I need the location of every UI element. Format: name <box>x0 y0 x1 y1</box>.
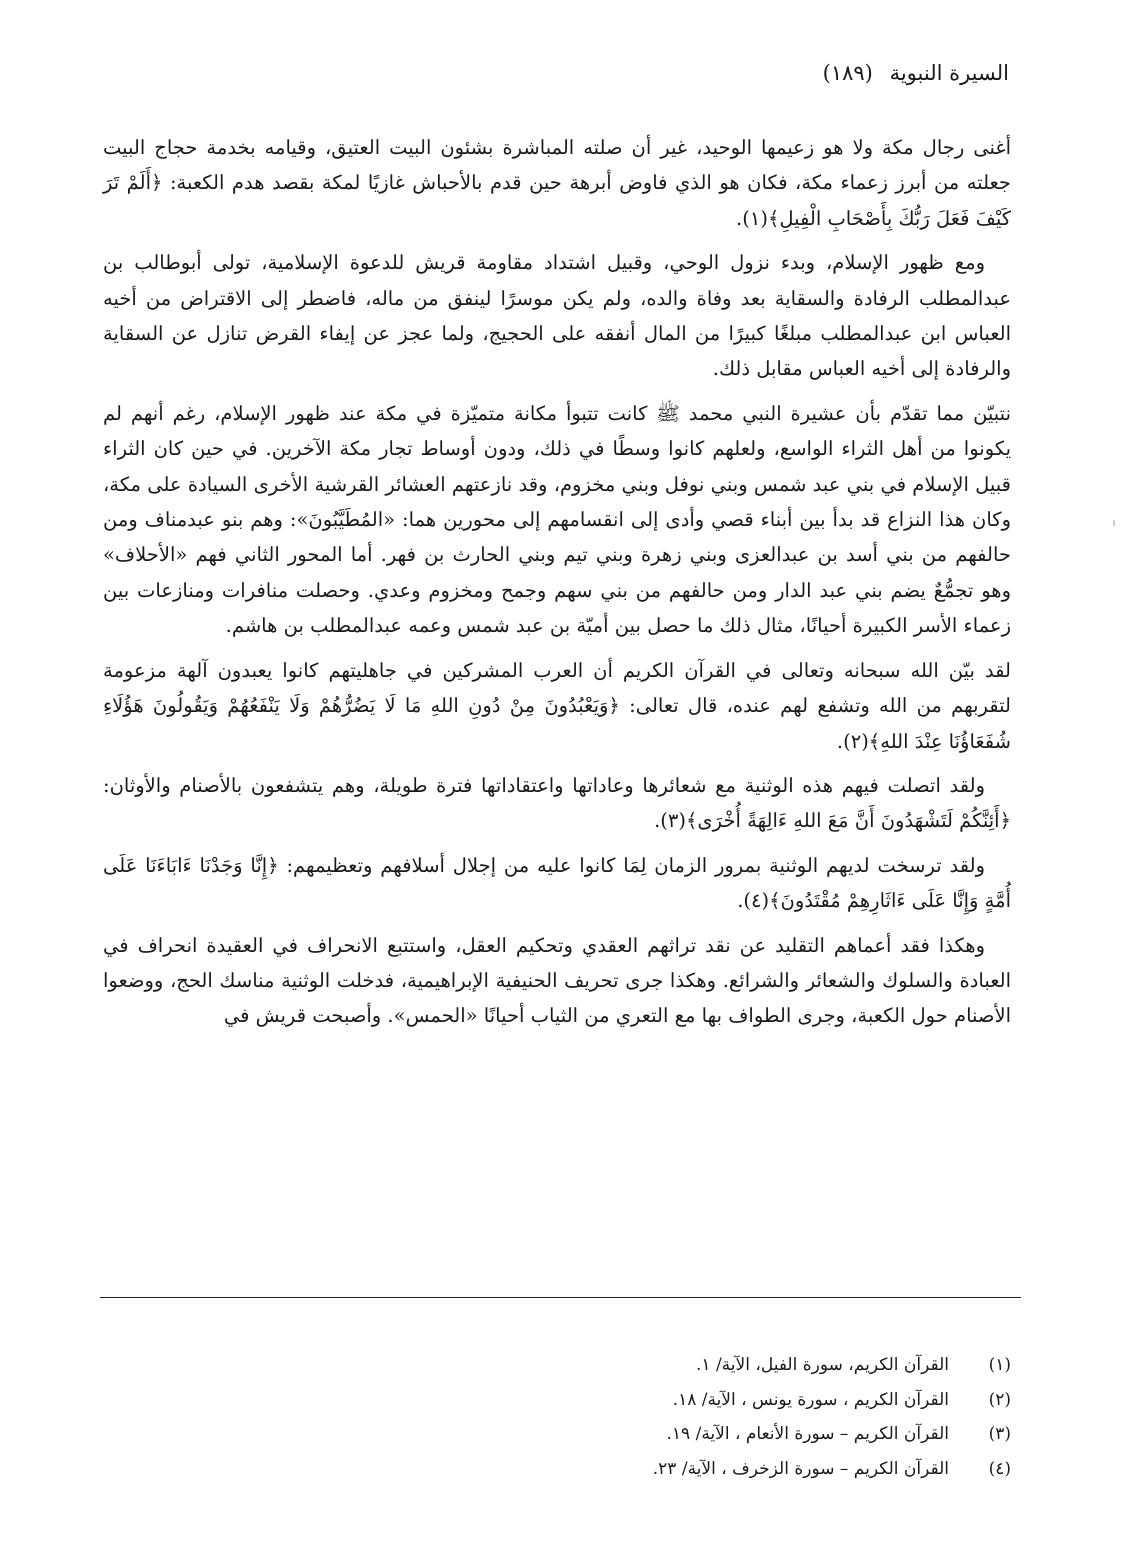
running-header <box>823 58 1009 88</box>
footnote-text: القرآن الكريم – سورة الأنعام ، الآية/ ١٩. <box>666 1424 949 1444</box>
footnote-number: (٤) <box>988 1458 1011 1479</box>
footnote-number: (٣) <box>988 1424 1011 1444</box>
book-title: السيرة النبوية <box>889 61 1009 85</box>
footnote-item <box>311 1383 1011 1418</box>
paragraph-paganism-continued: ولقد اتصلت فيهم هذه الوثنية مع شعائرها وعاداتها واعتقاداتها فترة طويلة، وهم يتشفعون بالأصنام والأوثان: ﴿أَئِنَّكُمْ لَتَشْهَدُونَ أَنَّ مَعَ اللهِ ءَالِهَةً أُخْرَى﴾(٣). <box>103 773 1011 833</box>
footnote-item <box>311 1417 1011 1452</box>
paragraph-continuation: أغنى رجال مكة ولا هو زعيمها الوحيد، غير أن صلته المباشرة بشئون البيت العتيق، وقيامه بخدمة حجاج البيت جعلته من أبرز زعماء مكة، فكان هو الذي فاوض أبرهة حين قدم بالأحباش غازيًا لمكة بقصد هدم الكعبة: ﴿أَلَمْ تَرَ كَيْفَ فَعَلَ رَبُّكَ بِأَصْحَابِ الْفِيلِ﴾(١). <box>103 136 1011 230</box>
footnote-text: القرآن الكريم – سورة الزخرف ، الآية/ ٢٣. <box>652 1458 949 1479</box>
page-number: (١٨٩) <box>822 61 873 85</box>
main-text <box>103 130 1011 1043</box>
paragraph-paganism-rooted: ولقد ترسخت لديهم الوثنية بمرور الزمان لِمَا كانوا عليه من إجلال أسلافهم وتعظيمهم: ﴿إِنَّا وَجَدْنَا ءَابَاءَنَا عَلَى أُمَّةٍ وَإِنَّا عَلَى ءَاثَارِهِمْ مُقْتَدُونَ﴾(٤). <box>103 853 1011 913</box>
paragraph-clan-status: نتبيّن مما تقدّم بأن عشيرة النبي محمد ﷺ كانت تتبوأ مكانة متميّزة في مكة عند ظهور الإسلام، رغم أنهم لم يكونوا من أهل الثراء الواسع، ولعلهم كانوا وسطًا في ذلك، ودون أوساط تجار مكة الآخرين. في حين كان الثراء قبيل الإسلام في بني عبد شمس وبني نوفل وبني مخزوم، وقد نازعتهم العشائر القرشية الأخرى السيادة على مكة، وكان هذا النزاع قد بدأ بين أبناء قصي وأدى إلى انقسامهم إلى محورين هما: «المُطَيَّبُونَ»: وهم بنو عبدمناف ومن حالفهم من بني أسد بن عبدالعزى وبني زهرة وبني تيم وبني الحارث بن فهر. أما المحور الثاني فهم «الأحلاف» وهو تجمُّعٌ يضم بني عبد الدار ومن حالفهم من بني سهم وجمح ومخزوم وعدي. وحصلت منافرات ومنازعات بين زعماء الأسر الكبيرة أحيانًا، مثال ذلك ما حصل بين أميّة بن عبد شمس وعمه عبدالمطلب بن هاشم. <box>103 401 1011 638</box>
footnote-number: (٢) <box>988 1389 1011 1410</box>
footnote-text: القرآن الكريم، سورة الفيل، الآية/ ١. <box>696 1355 949 1375</box>
paragraph-quran-idols: لقد بيّن الله سبحانه وتعالى في القرآن الكريم أن العرب المشركين في جاهليتهم كانوا يعبدون آلهة مزعومة لتقربهم من الله وتشفع لهم عنده، قال تعالى: ﴿وَيَعْبُدُونَ مِنْ دُونِ اللهِ مَا لَا يَضُرُّهُمْ وَلَا يَنْفَعُهُمْ وَيَقُولُونَ هَؤُلَاءِ شُفَعَاؤُنَا عِنْدَ اللهِ﴾(٢). <box>103 658 1011 753</box>
scan-mark <box>1113 520 1115 526</box>
footnote-text: القرآن الكريم ، سورة يونس ، الآية/ ١٨. <box>672 1389 949 1410</box>
footnote-item <box>311 1348 1011 1383</box>
paragraph-abu-talib: ومع ظهور الإسلام، وبدء نزول الوحي، وقبيل اشتداد مقاومة قريش للدعوة الإسلامية، تولى أبوطالب بن عبدالمطلب الرفادة والسقاية بعد وفاة والده، ولم يكن موسرًا لينفق من ماله، فاضطر إلى الاقتراض من أخيه العباس ابن عبدالمطلب مبلغًا كبيرًا من المال أنفقه على الحجيج، ولما عجز عن إيفاء القرض تنازل عن السقاية والرفادة إلى أخيه العباس مقابل ذلك. <box>103 251 1011 381</box>
footnote-number: (١) <box>988 1355 1011 1375</box>
paragraph-imitation: وهكذا فقد أعماهم التقليد عن نقد تراثهم العقدي وتحكيم العقل، واستتبع الانحراف في العقيدة انحراف في العبادة والسلوك والشعائر والشرائع. وهكذا جرى تحريف الحنيفية الإبراهيمية، فدخلت الوثنية مناسك الحج، ووضعوا الأصنام حول الكعبة، وجرى الطواف بها مع التعري من الثياب أحيانًا «الحمس». وأصبحت قريش في <box>103 933 1011 1028</box>
footnotes <box>311 1348 1011 1486</box>
footnote-divider <box>100 1297 1021 1298</box>
footnote-item <box>311 1452 1011 1487</box>
